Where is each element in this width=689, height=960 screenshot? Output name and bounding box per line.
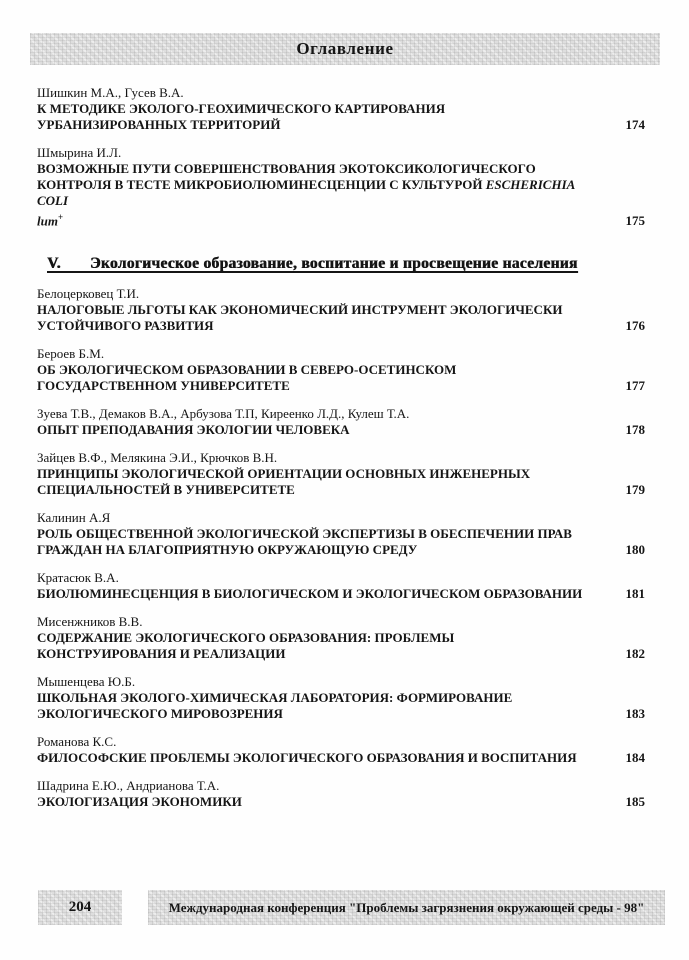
entry-title: К МЕТОДИКЕ ЭКОЛОГО-ГЕОХИМИЧЕСКОГО КАРТИРОВАНИЯ УРБАНИЗИРОВАННЫХ ТЕРРИТОРИЙ	[37, 101, 446, 132]
entry-title-text: ВОЗМОЖНЫЕ ПУТИ СОВЕРШЕНСТВОВАНИЯ ЭКОТОКСИКОЛОГИЧЕСКОГО КОНТРОЛЯ В ТЕСТЕ МИКРОБИОЛЮМИНЕСЦЕНЦИИ С КУЛЬТУРОЙ	[37, 161, 536, 192]
toc-entry	[37, 85, 645, 133]
entry-authors: Шадрина Е.Ю., Андрианова Т.А.	[37, 778, 220, 794]
entry-page-number: 180	[625, 542, 645, 558]
toc-entry	[37, 734, 645, 766]
entry-page-number: 181	[625, 586, 645, 602]
entry-authors: Зуева Т.В., Демаков В.А., Арбузова Т.П, Киреенко Л.Д., Кулеш Т.А.	[37, 406, 410, 422]
folio-page-number: 204	[68, 899, 92, 915]
toc-entry	[37, 778, 645, 810]
entry-title: ШКОЛЬНАЯ ЭКОЛОГО-ХИМИЧЕСКАЯ ЛАБОРАТОРИЯ: ФОРМИРОВАНИЕ ЭКОЛОГИЧЕСКОГО МИРОВОЗРЕНИЯ	[37, 690, 513, 722]
toc-entry	[37, 406, 645, 438]
entry-page-number: 174	[625, 117, 645, 132]
entry-title: ОПЫТ ПРЕПОДАВАНИЯ ЭКОЛОГИИ ЧЕЛОВЕКА	[37, 422, 350, 438]
entry-title: ЭКОЛОГИЗАЦИЯ ЭКОНОМИКИ	[37, 794, 242, 810]
entry-authors: Белоцерковец Т.И.	[37, 286, 140, 302]
toc-entry	[37, 286, 645, 334]
species-name: ESCHERICHIA COLI	[37, 177, 575, 208]
page-title: Оглавление	[296, 39, 394, 58]
toc-entry	[37, 510, 645, 558]
entry-authors: Кратасюк В.А.	[37, 570, 119, 586]
toc-entry	[37, 450, 645, 498]
entry-page-number: 182	[625, 646, 645, 662]
entry-title: ПРИНЦИПЫ ЭКОЛОГИЧЕСКОЙ ОРИЕНТАЦИИ ОСНОВНЫХ ИНЖЕНЕРНЫХ СПЕЦИАЛЬНОСТЕЙ В УНИВЕРСИТЕТЕ	[37, 466, 531, 498]
entry-page-number: 175	[625, 213, 645, 229]
strain-name: lum	[37, 213, 58, 229]
entry-page-number: 185	[625, 794, 645, 810]
footer-conference-band	[148, 890, 665, 925]
toc-entry	[37, 346, 645, 394]
entry-title	[37, 161, 593, 209]
toc-entry	[37, 674, 645, 722]
entry-title: НАЛОГОВЫЕ ЛЬГОТЫ КАК ЭКОНОМИЧЕСКИЙ ИНСТРУМЕНТ ЭКОЛОГИЧЕСКИ УСТОЙЧИВОГО РАЗВИТИЯ	[37, 302, 563, 334]
toc-entry	[37, 570, 645, 602]
entry-authors: Романова К.С.	[37, 734, 117, 750]
entry-authors: Шишкин М.А., Гусев В.А.	[37, 85, 184, 100]
entry-page-number: 177	[625, 378, 645, 394]
entry-page-number: 176	[625, 318, 645, 334]
entry-page-number: 184	[625, 750, 645, 766]
entry-title: ФИЛОСОФСКИЕ ПРОБЛЕМЫ ЭКОЛОГИЧЕСКОГО ОБРАЗОВАНИЯ И ВОСПИТАНИЯ	[37, 750, 577, 766]
toc-entry	[37, 145, 645, 229]
entry-authors: Калинин А.Я	[37, 510, 111, 526]
entry-authors: Шмырина И.Л.	[37, 145, 122, 160]
entry-page-number: 178	[625, 422, 645, 438]
entry-title: ОБ ЭКОЛОГИЧЕСКОМ ОБРАЗОВАНИИ В СЕВЕРО-ОСЕТИНСКОМ ГОСУДАРСТВЕННОМ УНИВЕРСИТЕТЕ	[37, 362, 457, 394]
entry-page-number: 183	[625, 706, 645, 722]
table-of-contents	[0, 65, 689, 810]
page-footer	[38, 890, 665, 925]
entry-authors: Мисенжников В.В.	[37, 614, 143, 630]
entry-title: БИОЛЮМИНЕСЦЕНЦИЯ В БИОЛОГИЧЕСКОМ И ЭКОЛОГИЧЕСКОМ ОБРАЗОВАНИИ	[37, 586, 583, 602]
entry-title: РОЛЬ ОБЩЕСТВЕННОЙ ЭКОЛОГИЧЕСКОЙ ЭКСПЕРТИЗЫ В ОБЕСПЕЧЕНИИ ПРАВ ГРАЖДАН НА БЛАГОПРИЯТНУЮ ОКРУЖАЮЩУЮ СРЕДУ	[37, 526, 572, 558]
entry-authors: Мышенцева Ю.Б.	[37, 674, 136, 690]
entry-authors: Зайцев В.Ф., Мелякина Э.И., Крючков В.Н.	[37, 450, 278, 466]
conference-title: Международная конференция "Проблемы загрязнения окружающей среды - 98"	[168, 899, 645, 915]
entry-authors: Бероев Б.М.	[37, 346, 105, 362]
contents-header-band	[30, 33, 660, 65]
toc-entry	[37, 614, 645, 662]
entry-title-strain-line	[37, 209, 593, 229]
strain-superscript: +	[57, 212, 64, 222]
section-heading: V. Экологическое образование, воспитание и просвещение населения	[47, 255, 578, 273]
footer-page-number-box	[38, 890, 122, 925]
entry-page-number: 179	[625, 482, 645, 498]
entry-title: СОДЕРЖАНИЕ ЭКОЛОГИЧЕСКОГО ОБРАЗОВАНИЯ: ПРОБЛЕМЫ КОНСТРУИРОВАНИЯ И РЕАЛИЗАЦИИ	[37, 630, 455, 662]
